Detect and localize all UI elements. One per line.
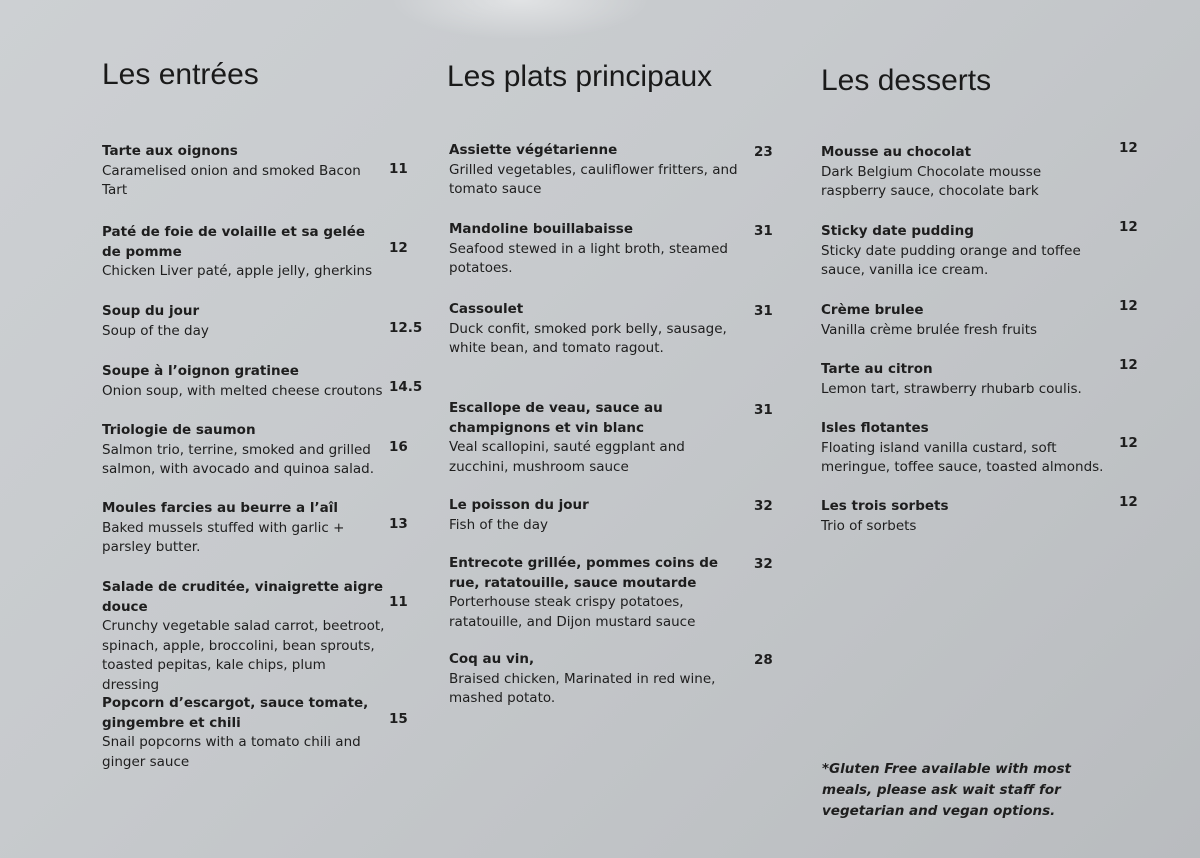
item-price: 14.5	[389, 379, 423, 395]
item-description: Braised chicken, Marinated in red wine, mashed potato.	[449, 670, 716, 706]
item-description: Sticky date pudding orange and toffee sauce, vanilla ice cream.	[821, 242, 1081, 278]
item-name: Le poisson du jour	[449, 497, 589, 513]
item-name: Mousse au chocolat	[821, 144, 972, 160]
menu-item	[821, 301, 1106, 340]
item-price: 32	[754, 498, 773, 514]
menu-item	[821, 143, 1106, 202]
item-description: Chicken Liver paté, apple jelly, gherkins	[102, 263, 373, 279]
item-name: Paté de foie de volaille et sa gelée de pomme	[102, 224, 366, 260]
menu-item	[821, 360, 1106, 399]
item-price: 12	[389, 240, 408, 256]
item-description: Crunchy vegetable salad carrot, beetroot, spinach, apple, broccolini, bean sprouts, toasted pepitas, kale chips, plum dressing	[102, 618, 385, 693]
item-description: Onion soup, with melted cheese croutons	[102, 382, 383, 399]
menu-item	[102, 421, 387, 480]
gluten-free-note: *Gluten Free available with most meals, please ask wait staff for vegetarian and vegan options.	[822, 761, 1071, 819]
menu-item	[821, 419, 1106, 478]
item-name: Isles flotantes	[821, 420, 929, 436]
item-name: Soup du jour	[102, 303, 200, 319]
item-name: Moules farcies au beurre a l’aîl	[102, 500, 338, 516]
item-description: Porterhouse steak crispy potatoes, ratatouille, and Dijon mustard sauce	[449, 594, 696, 630]
item-name: Tarte au citron	[821, 361, 933, 377]
item-description: Dark Belgium Chocolate mousse raspberry sauce, chocolate bark	[821, 163, 1042, 199]
heading-desserts: Les desserts	[821, 64, 992, 97]
item-name: Les trois sorbets	[821, 498, 949, 514]
light-glare	[390, 0, 650, 40]
item-price: 31	[754, 402, 773, 418]
item-name: Escallope de veau, sauce au champignons et vin blanc	[449, 400, 663, 436]
item-price: 16	[389, 439, 408, 455]
item-price: 12	[1119, 298, 1138, 314]
menu-item	[821, 497, 1106, 536]
item-price: 12	[1119, 494, 1138, 510]
menu-item	[102, 223, 387, 282]
item-description: Lemon tart, strawberry rhubarb coulis.	[821, 380, 1082, 397]
item-name: Entrecote grillée, pommes coins de rue, ratatouille, sauce moutarde	[449, 555, 719, 591]
item-price: 12.5	[389, 320, 423, 336]
item-description: Snail popcorns with a tomato chili and ginger sauce	[102, 734, 361, 770]
item-price: 31	[754, 303, 773, 319]
item-price: 12	[1119, 435, 1138, 451]
item-description: Salmon trio, terrine, smoked and grilled salmon, with avocado and quinoa salad.	[102, 441, 375, 477]
menu-item	[449, 650, 739, 709]
menu-item	[449, 141, 739, 200]
item-name: Crème brulee	[821, 302, 924, 318]
item-description: Baked mussels stuffed with garlic + parsley butter.	[102, 519, 345, 555]
heading-plats-principaux: Les plats principaux	[447, 60, 713, 93]
item-price: 15	[389, 711, 408, 727]
item-description: Trio of sorbets	[821, 517, 917, 534]
item-description: Grilled vegetables, cauliflower fritters, and tomato sauce	[449, 161, 738, 197]
item-price: 12	[1119, 357, 1138, 373]
item-price: 32	[754, 556, 773, 572]
item-description: Soup of the day	[102, 322, 209, 339]
item-name: Coq au vin,	[449, 651, 535, 667]
item-price: 12	[1119, 140, 1138, 156]
item-price: 13	[389, 516, 408, 532]
item-price: 11	[389, 594, 408, 610]
menu-item	[449, 399, 739, 477]
menu-item	[449, 554, 739, 632]
item-description: Floating island vanilla custard, soft meringue, toffee sauce, toasted almonds.	[821, 439, 1104, 475]
item-description: Duck confit, smoked pork belly, sausage, white bean, and tomato ragout.	[449, 320, 727, 356]
item-name: Sticky date pudding	[821, 223, 974, 239]
item-description: Fish of the day	[449, 516, 548, 533]
menu-item	[102, 578, 387, 695]
menu-item	[102, 362, 387, 401]
menu-item	[102, 499, 387, 558]
item-name: Triologie de saumon	[102, 422, 256, 438]
item-price: 31	[754, 223, 773, 239]
menu-item	[821, 222, 1106, 281]
item-name: Soupe à l’oignon gratinee	[102, 363, 299, 379]
menu-item	[102, 302, 387, 341]
menu-item	[449, 220, 739, 279]
item-price: 12	[1119, 219, 1138, 235]
menu-item	[449, 496, 739, 535]
item-name: Popcorn d’escargot, sauce tomate, gingembre et chili	[102, 695, 369, 731]
menu-item	[102, 142, 387, 201]
item-description: Veal scallopini, sauté eggplant and zucchini, mushroom sauce	[449, 439, 685, 475]
item-name: Tarte aux oignons	[102, 143, 238, 159]
item-description: Caramelised onion and smoked Bacon Tart	[102, 162, 361, 198]
item-description: Vanilla crème brulée fresh fruits	[821, 321, 1038, 338]
item-name: Mandoline bouillabaisse	[449, 221, 633, 237]
heading-entrees: Les entrées	[102, 58, 259, 91]
item-price: 28	[754, 652, 773, 668]
menu-item	[102, 694, 387, 772]
item-name: Cassoulet	[449, 301, 524, 317]
menu-item	[449, 300, 739, 359]
item-price: 23	[754, 144, 773, 160]
item-price: 11	[389, 161, 408, 177]
item-name: Assiette végétarienne	[449, 142, 618, 158]
item-description: Seafood stewed in a light broth, steamed potatoes.	[449, 240, 728, 276]
item-name: Salade de cruditée, vinaigrette aigre douce	[102, 579, 383, 615]
